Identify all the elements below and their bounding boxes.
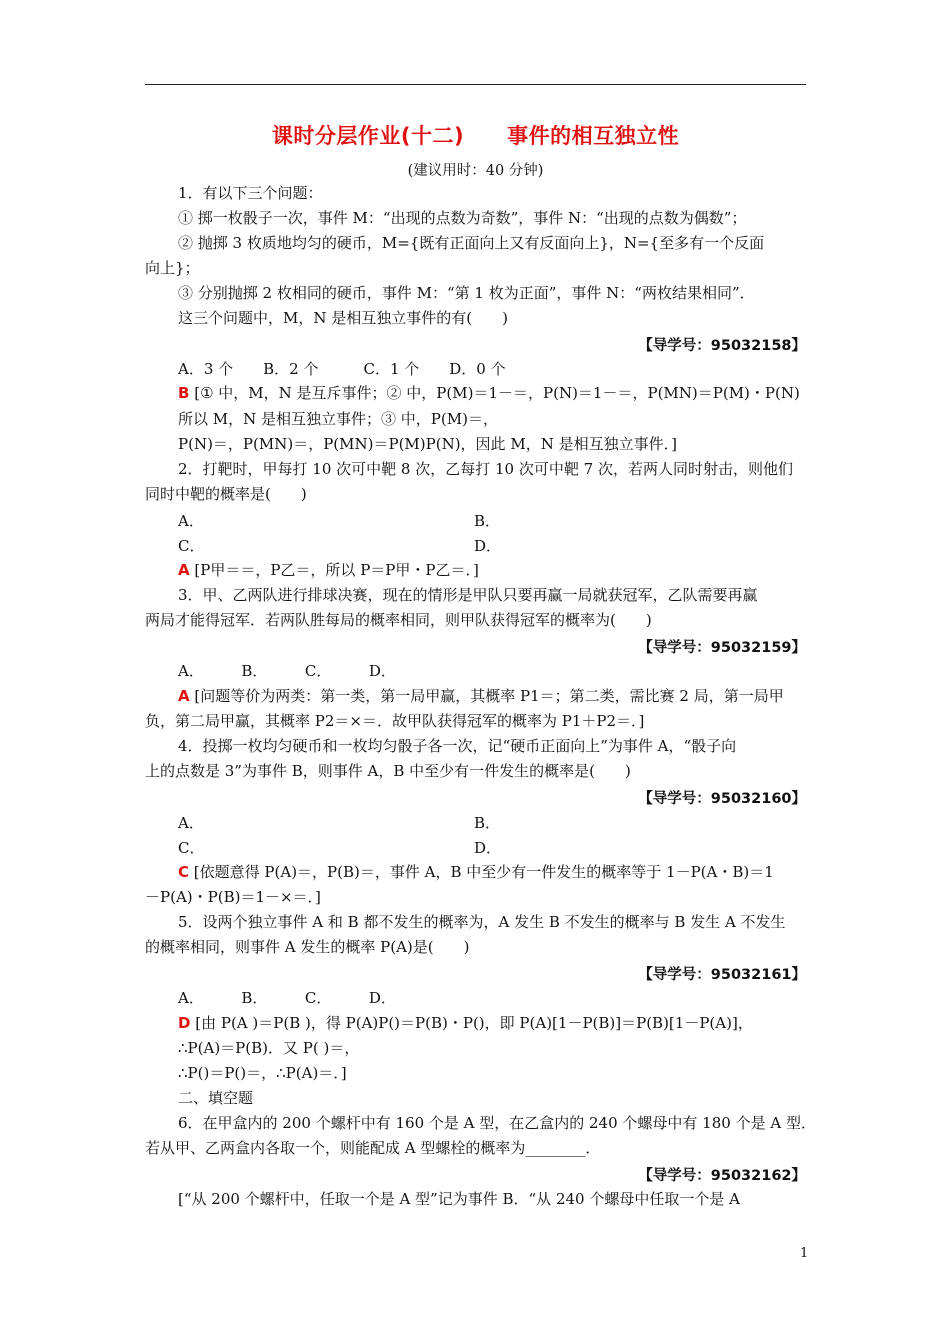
header-rule (145, 84, 806, 85)
q5-solution-2: ∴P(A)＝P(B)．又 P( )＝， (178, 1039, 360, 1057)
q5-answer (178, 1013, 753, 1033)
ref-number: 【导学号：95032160】 (638, 791, 806, 807)
q1-solution-1: [① 中，M，N 是互斥事件；② 中，P(M)＝1－＝，P(N)＝1－＝，P(MN)＝P(M)・P(N) (194, 384, 800, 402)
q2-solution: [P甲＝＝，P乙＝，所以 P＝P甲・P乙＝．] (194, 561, 479, 579)
section-heading: 二、填空题 (178, 1089, 254, 1107)
q6-stem-cont: 若从甲、乙两盒内各取一个，则能配成 A 型螺栓的概率为________． (145, 1139, 601, 1157)
q1-solution-3: P(N)＝，P(MN)＝，P(MN)＝P(M)P(N)，因此 M，N 是相互独立事件．] (178, 435, 677, 453)
q3-options: A． B． C． D． (178, 662, 396, 680)
answer-letter: B (178, 384, 190, 402)
page-number: 1 (800, 1246, 809, 1261)
q4-option-a: A． (178, 814, 204, 832)
q4-answer (178, 862, 774, 882)
q1-options: A．3 个 B．2 个 C．1 个 D．0 个 (178, 360, 506, 378)
q4-solution-2: －P(A)・P(B)＝1－×＝．] (145, 888, 321, 906)
q6-solution: [“从 200 个螺杆中，任取一个是 A 型”记为事件 B．“从 240 个螺母中任取一个是 A (178, 1190, 740, 1208)
q1-item3: ③ 分别抛掷 2 枚相同的硬币，事件 M：“第 1 枚为正面”，事件 N：“两枚结果相同”． (178, 284, 755, 302)
q3-solution-1: [问题等价为两类：第一类，第一局甲赢，其概率 P1＝；第二类，需比赛 2 局，第一局甲 (194, 687, 784, 705)
q6-stem: 6．在甲盒内的 200 个螺杆中有 160 个是 A 型，在乙盒内的 240 个螺母中有 180 个是 A 型． (178, 1114, 816, 1132)
q1-item2: ② 抛掷 3 枚质地均匀的硬币，M={既有正面向上又有反面向上}，N={至多有一个反面 (178, 234, 765, 252)
ref-number: 【导学号：95032162】 (638, 1168, 806, 1184)
q2-option-b: B． (474, 512, 501, 530)
q2-option-d: D． (474, 537, 502, 555)
q1-item2-cont: 向上}； (145, 259, 200, 277)
q1-item1: ① 掷一枚骰子一次，事件 M：“出现的点数为奇数”，事件 N：“出现的点数为偶数”； (178, 209, 747, 227)
answer-letter: A (178, 687, 190, 705)
ref-number: 【导学号：95032159】 (638, 640, 806, 656)
ref-number: 【导学号：95032161】 (638, 967, 806, 983)
answer-letter: D (178, 1014, 191, 1032)
q3-stem: 3．甲、乙两队进行排球决赛，现在的情形是甲队只要再赢一局就获冠军，乙队需要再赢 (178, 586, 758, 604)
answer-letter: C (178, 863, 190, 881)
q2-option-a: A． (178, 512, 204, 530)
q4-option-b: B． (474, 814, 501, 832)
q5-options: A． B． C． D． (178, 989, 396, 1007)
q4-option-d: D． (474, 839, 502, 857)
q4-option-c: C． (178, 839, 205, 857)
q4-stem-cont: 上的点数是 3”为事件 B，则事件 A，B 中至少有一件发生的概率是( ) (145, 762, 631, 780)
q1-answer (178, 383, 800, 403)
q3-answer (178, 686, 784, 706)
q1-solution-2: 所以 M，N 是相互独立事件；③ 中，P(M)＝， (178, 410, 498, 428)
q4-stem: 4．投掷一枚均匀硬币和一枚均匀骰子各一次，记“硬币正面向上”为事件 A，“骰子向 (178, 737, 737, 755)
page-title: 课时分层作业(十二) 事件的相互独立性 (271, 124, 680, 148)
q1-stem: 1．有以下三个问题： (178, 184, 323, 202)
q3-stem-cont: 两局才能得冠军．若两队胜每局的概率相同，则甲队获得冠军的概率为( ) (145, 611, 652, 629)
q5-solution-3: ∴P()＝P()＝，∴P(A)＝．] (178, 1064, 347, 1082)
q2-stem: 2．打靶时，甲每打 10 次可中靶 8 次，乙每打 10 次可中靶 7 次，若两人同时射击，则他们 (178, 460, 793, 478)
q5-stem: 5．设两个独立事件 A 和 B 都不发生的概率为，A 发生 B 不发生的概率与 B 发生 A 不发生 (178, 913, 786, 931)
q5-solution-1: [由 P(A )＝P(B )，得 P(A)P()＝P(B)・P()，即 P(A)[1－P(B)]＝P(B)[1－P(A)]， (195, 1014, 753, 1032)
q2-option-c: C． (178, 537, 205, 555)
q3-solution-2: 负，第二局甲赢，其概率 P2＝×＝．故甲队获得冠军的概率为 P1＋P2＝．] (145, 712, 645, 730)
q5-stem-cont: 的概率相同，则事件 A 发生的概率 P(A)是( ) (145, 938, 470, 956)
ref-number: 【导学号：95032158】 (638, 338, 806, 354)
q2-answer (178, 560, 479, 580)
q2-stem-cont: 同时中靶的概率是( ) (145, 485, 307, 503)
answer-letter: A (178, 561, 190, 579)
page-subtitle: (建议用时：40 分钟) (407, 163, 544, 179)
q4-solution-1: [依题意得 P(A)＝，P(B)＝，事件 A，B 中至少有一件发生的概率等于 1－P(A・B)＝1 (193, 863, 774, 881)
q1-question: 这三个问题中，M，N 是相互独立事件的有( ) (178, 309, 508, 327)
